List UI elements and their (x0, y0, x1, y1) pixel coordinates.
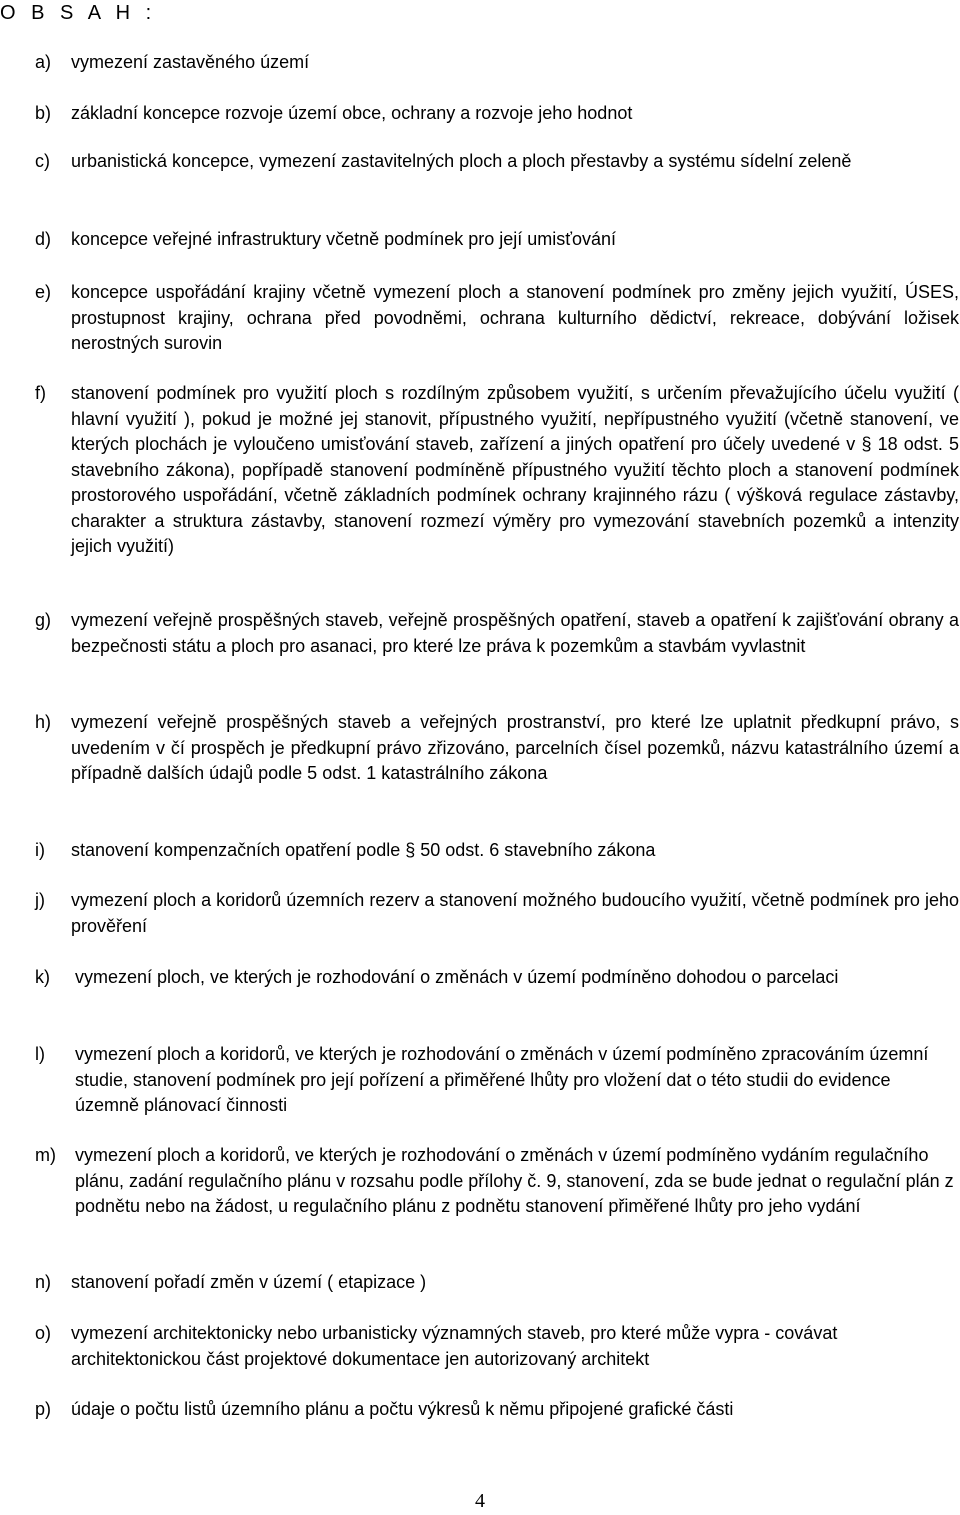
toc-item-text: vymezení veřejně prospěšných staveb, veřejně prospěšných opatření, staveb a opatření k zajišťování obrany a bezpečnosti státu a ploch pro asanaci, pro které lze práva k pozemkům a stavbám vyvlastnit (71, 610, 959, 656)
toc-item-label: f) (35, 383, 46, 403)
toc-item-text: urbanistická koncepce, vymezení zastavitelných ploch a ploch přestavby a systému sídelní zeleně (71, 151, 852, 171)
toc-item-k (35, 965, 959, 991)
toc-item-text: stanovení kompenzačních opatření podle § 50 odst. 6 stavebního zákona (71, 840, 656, 860)
toc-item-label: i) (35, 840, 45, 860)
toc-item-text: vymezení ploch a koridorů, ve kterých je rozhodování o změnách v území podmíněno zpracováním územní studie, stanovení podmínek pro její pořízení a přiměřené lhůty pro vložení dat o této studii do evidence územně plánovací činnosti (75, 1044, 929, 1115)
toc-item-text: vymezení ploch, ve kterých je rozhodování o změnách v území podmíněno dohodou o parcelaci (75, 967, 839, 987)
toc-item-e (35, 280, 959, 357)
toc-item-o (35, 1321, 959, 1372)
toc-item-c (35, 149, 959, 175)
toc-item-b (35, 101, 959, 127)
toc-item-j (35, 888, 959, 939)
toc-item-label: l) (35, 1044, 45, 1064)
toc-item-text: vymezení veřejně prospěšných staveb a veřejných prostranství, pro které lze uplatnit předkupní právo, s uvedením v čí prospěch je předkupní právo zřizováno, parcelních čísel pozemků, názvu katastrálního území a případně dalších údajů podle 5 odst. 1 katastrálního zákona (71, 712, 959, 783)
toc-item-label: o) (35, 1323, 52, 1343)
toc-item-p (35, 1397, 959, 1423)
toc-item-m (35, 1143, 959, 1220)
toc-item-label: p) (35, 1399, 52, 1419)
toc-item-label: e) (35, 282, 52, 302)
toc-item-label: b) (35, 103, 52, 123)
toc-item-label: m) (35, 1145, 56, 1165)
toc-item-label: j) (35, 890, 45, 910)
toc-item-d (35, 227, 959, 253)
toc-item-l (35, 1042, 959, 1119)
toc-item-label: a) (35, 52, 52, 72)
toc-item-text: koncepce veřejné infrastruktury včetně podmínek pro její umisťování (71, 229, 617, 249)
toc-item-text: vymezení ploch a koridorů územních rezerv a stanovení možného budoucího využití, včetně podmínek pro jeho prověření (71, 890, 959, 936)
toc-item-text: vymezení ploch a koridorů, ve kterých je rozhodování o změnách v území podmíněno vydáním regulačního plánu, zadání regulačního plánu v rozsahu podle přílohy č. 9, stanovení, zda se bude jednat o regulační plán z podnětu nebo na žádost, u regulačního plánu z podnětu stanovení přiměřené lhůty pro jeho vydání (75, 1145, 954, 1216)
toc-item-text: koncepce uspořádání krajiny včetně vymezení ploch a stanovení podmínek pro změny jejich využití, ÚSES, prostupnost krajiny, ochrana před povodněmi, ochrana kulturního dědictví, rekreace, dobývání ložisek nerostných surovin (71, 282, 959, 353)
toc-item-label: c) (35, 151, 50, 171)
toc-item-label: n) (35, 1272, 52, 1292)
toc-item-label: d) (35, 229, 52, 249)
toc-item-text: stanovení podmínek pro využití ploch s rozdílným způsobem využití, s určením převažujícího účelu využití ( hlavní využití ), pokud je možné jej stanovit, přípustného využití, nepřípustného využití (včetně stanovení, ve kterých plochách je vyloučeno umisťování staveb, zařízení a jiných opatření pro účely uvedené v § 18 odst. 5 stavebního zákona), popřípadě stanovení podmíněně přípustného využití těchto ploch a stanovení podmínek prostorového uspořádání, včetně základních podmínek ochrany krajinného rázu ( výšková regulace zástavby, charakter a struktura zástavby, stanovení rozmezí výměry pro vymezování stavebních pozemků a intenzity jejich využití) (71, 383, 959, 556)
toc-item-text: údaje o počtu listů územního plánu a počtu výkresů k němu připojené grafické části (71, 1399, 734, 1419)
toc-item-n (35, 1270, 959, 1296)
page-number: 4 (475, 1490, 485, 1512)
toc-item-text: vymezení zastavěného území (71, 52, 310, 72)
toc-item-label: k) (35, 967, 50, 987)
page-title: O B S A H : (0, 2, 157, 24)
toc-item-text: vymezení architektonicky nebo urbanisticky významných staveb, pro které může vypra - covávat architektonickou část projektové dokumentace jen autorizovaný architekt (71, 1323, 838, 1369)
toc-item-a (35, 50, 959, 76)
toc-item-h (35, 710, 959, 787)
toc-item-g (35, 608, 959, 659)
toc-item-i (35, 838, 959, 864)
toc-item-f (35, 381, 959, 560)
toc-item-label: h) (35, 712, 52, 732)
toc-item-text: stanovení pořadí změn v území ( etapizace ) (71, 1272, 427, 1292)
toc-item-text: základní koncepce rozvoje území obce, ochrany a rozvoje jeho hodnot (71, 103, 633, 123)
toc-item-label: g) (35, 610, 52, 630)
